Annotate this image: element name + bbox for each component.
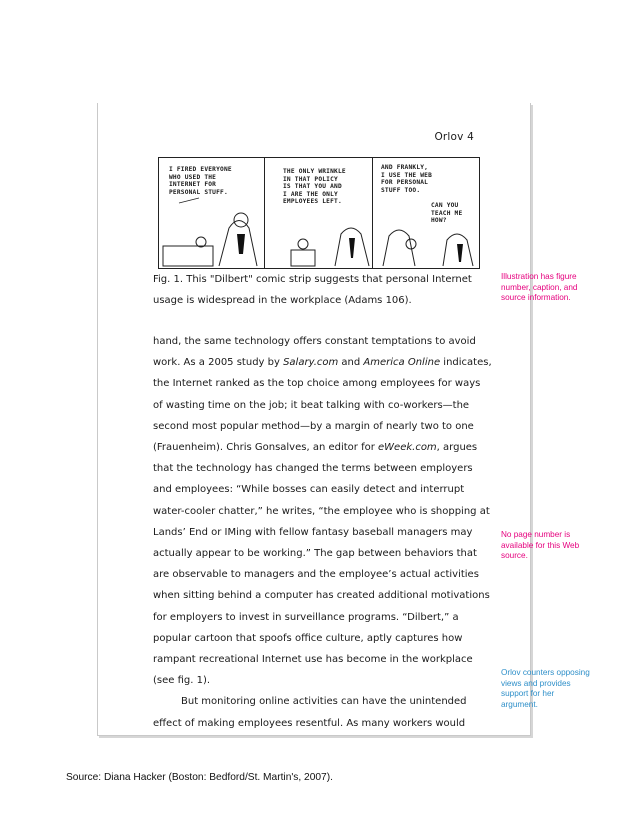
margin-note-page-number: No page number is available for this Web source. [501,530,580,561]
text-span: , argues that the technology has changed the terms between employers and employees: “While bosses can easily detect and interrupt water-cooler chatter,” he writes, “the employee who is shopping at Lands’ End or IMing with fellow fantasy baseball managers may actually appear to be working.” The gap between behaviors that are observable to managers and the employee’s actual activities when sitting behind a computer has created additional motivations for employers to invest in surveillance programs. “Dilbert,” a popular cartoon that spoofs office culture, aptly captures how rampant recreational Internet use has become in the workplace (see fig. 1). [153,442,490,687]
comic-drawing-icon [265,158,373,268]
essay-page [97,103,531,736]
speech-balloon: AND FRANKLY, I USE THE WEB FOR PERSONAL STUFF TOO. [381,164,433,194]
figure-caption [153,269,493,311]
source-credit: Source: Diana Hacker (Boston: Bedford/St. Martin's, 2007). [66,772,333,783]
speech-balloon: I FIRED EVERYONE WHO USED THE INTERNET FOR PERSONAL STUFF. [169,166,232,196]
text-span: indicates, the Internet ranked as the top choice among employees for ways of wasting time on the job; it beat talking with co-workers—the second most popular method—by a margin of nearly two to one (Frauenheim). Chris Gonsalves, an editor for [153,357,492,454]
text-span: and [338,357,364,369]
comic-panel-3 [373,158,479,268]
italic-source-title: eWeek.com [378,442,437,454]
paragraph-2: But monitoring online activities can have the unintended effect of making employees resentful. As many workers would [153,696,467,729]
comic-panel-2 [265,158,373,268]
italic-source-title: Salary.com [283,357,339,369]
speech-balloon: THE ONLY WRINKLE IN THAT POLICY IS THAT YOU AND I ARE THE ONLY EMPLOYEES LEFT. [283,168,346,206]
comic-panel-1 [159,158,265,268]
margin-note-illustration: Illustration has figure number, caption, and source information. [501,272,578,303]
caption-line-2: usage is widespread in the workplace (Adams 106). [153,295,412,306]
dilbert-comic-strip [158,157,480,269]
text-span: hand, the same technology offers constant temptations to avoid work. As a 2005 study by [153,336,476,369]
paragraph-1 [153,331,493,691]
italic-source-title: America Online [363,357,441,369]
caption-line-1: Fig. 1. This "Dilbert" comic strip suggests that personal Internet [153,274,472,285]
speech-balloon-reply: CAN YOU TEACH ME HOW? [431,202,463,225]
margin-note-counters: Orlov counters opposing views and provides support for her argument. [501,668,590,709]
running-head: Orlov 4 [434,131,474,143]
comic-drawing-icon [373,158,479,268]
comic-drawing-icon [159,158,265,268]
body-text [153,331,493,734]
